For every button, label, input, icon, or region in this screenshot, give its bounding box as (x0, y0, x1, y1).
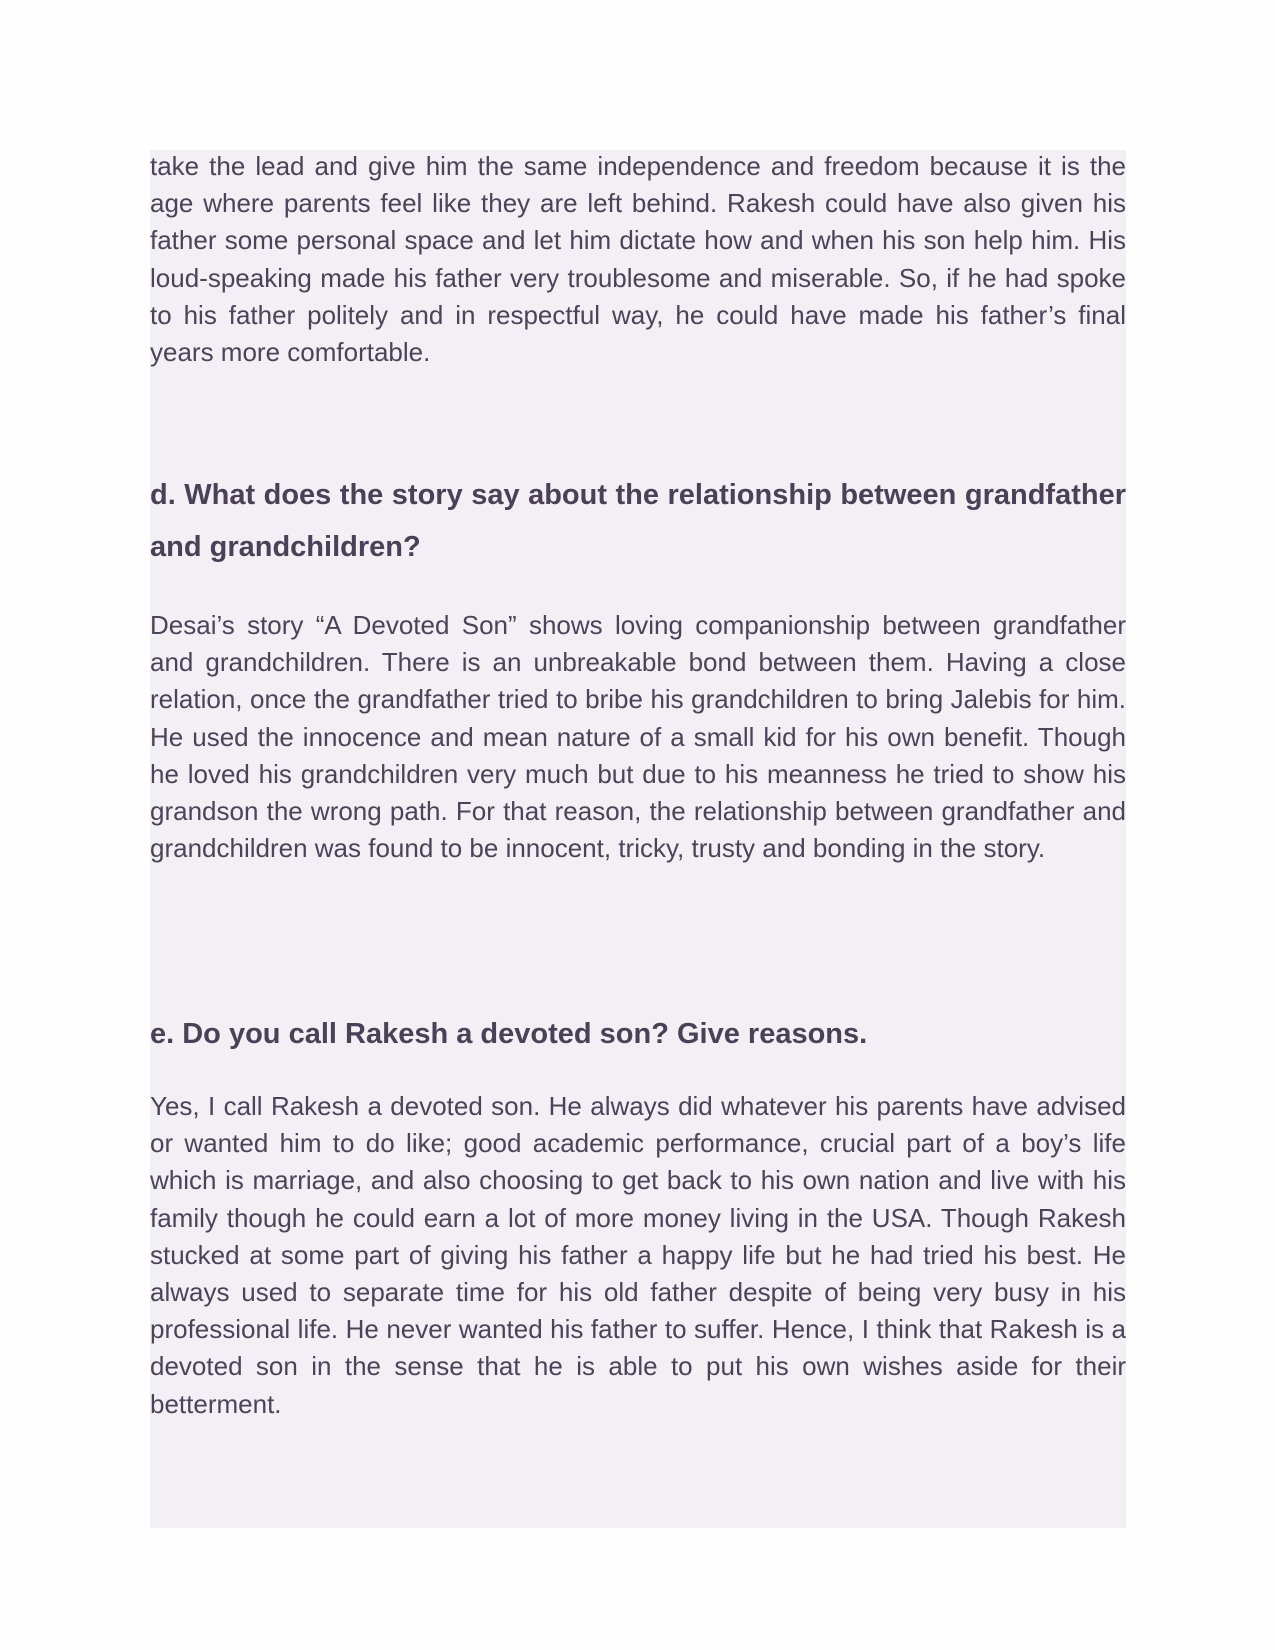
content-panel (150, 150, 1126, 1528)
question-d-heading: d. What does the story say about the relationship between grandfather and grandchildren? (150, 479, 1126, 563)
answer-c-continuation: take the lead and give him the same independence and freedom because it is the age where parents feel like they are left behind. Rakesh could have also given his father some personal space and let him dictate how and when his son help him. His loud-speaking made his father very troublesome and miserable. So, if he had spoke to his father politely and in respectful way, he could have made his father’s final years more comfortable. (150, 151, 1126, 368)
answer-e-paragraph: Yes, I call Rakesh a devoted son. He always did whatever his parents have advised or wanted him to do like; good academic performance, crucial part of a boy’s life which is marriage, and also choosing to get back to his own nation and live with his family though he could earn a lot of more money living in the USA. Though Rakesh stucked at some part of giving his father a happy life but he had tried his best. He always used to separate time for his old father despite of being very busy in his professional life. He never wanted his father to suffer. Hence, I think that Rakesh is a devoted son in the sense that he is able to put his own wishes aside for their betterment. (150, 1091, 1126, 1419)
answer-d-paragraph: Desai’s story “A Devoted Son” shows loving companionship between grandfather and grandchildren. There is an unbreakable bond between them. Having a close relation, once the grandfather tried to bribe his grandchildren to bring Jalebis for him. He used the innocence and mean nature of a small kid for his own benefit. Though he loved his grandchildren very much but due to his meanness he tried to show his grandson the wrong path. For that reason, the relationship between grandfather and grandchildren was found to be innocent, tricky, trusty and bonding in the story. (150, 610, 1126, 864)
question-e-heading: e. Do you call Rakesh a devoted son? Give reasons. (150, 1018, 868, 1050)
